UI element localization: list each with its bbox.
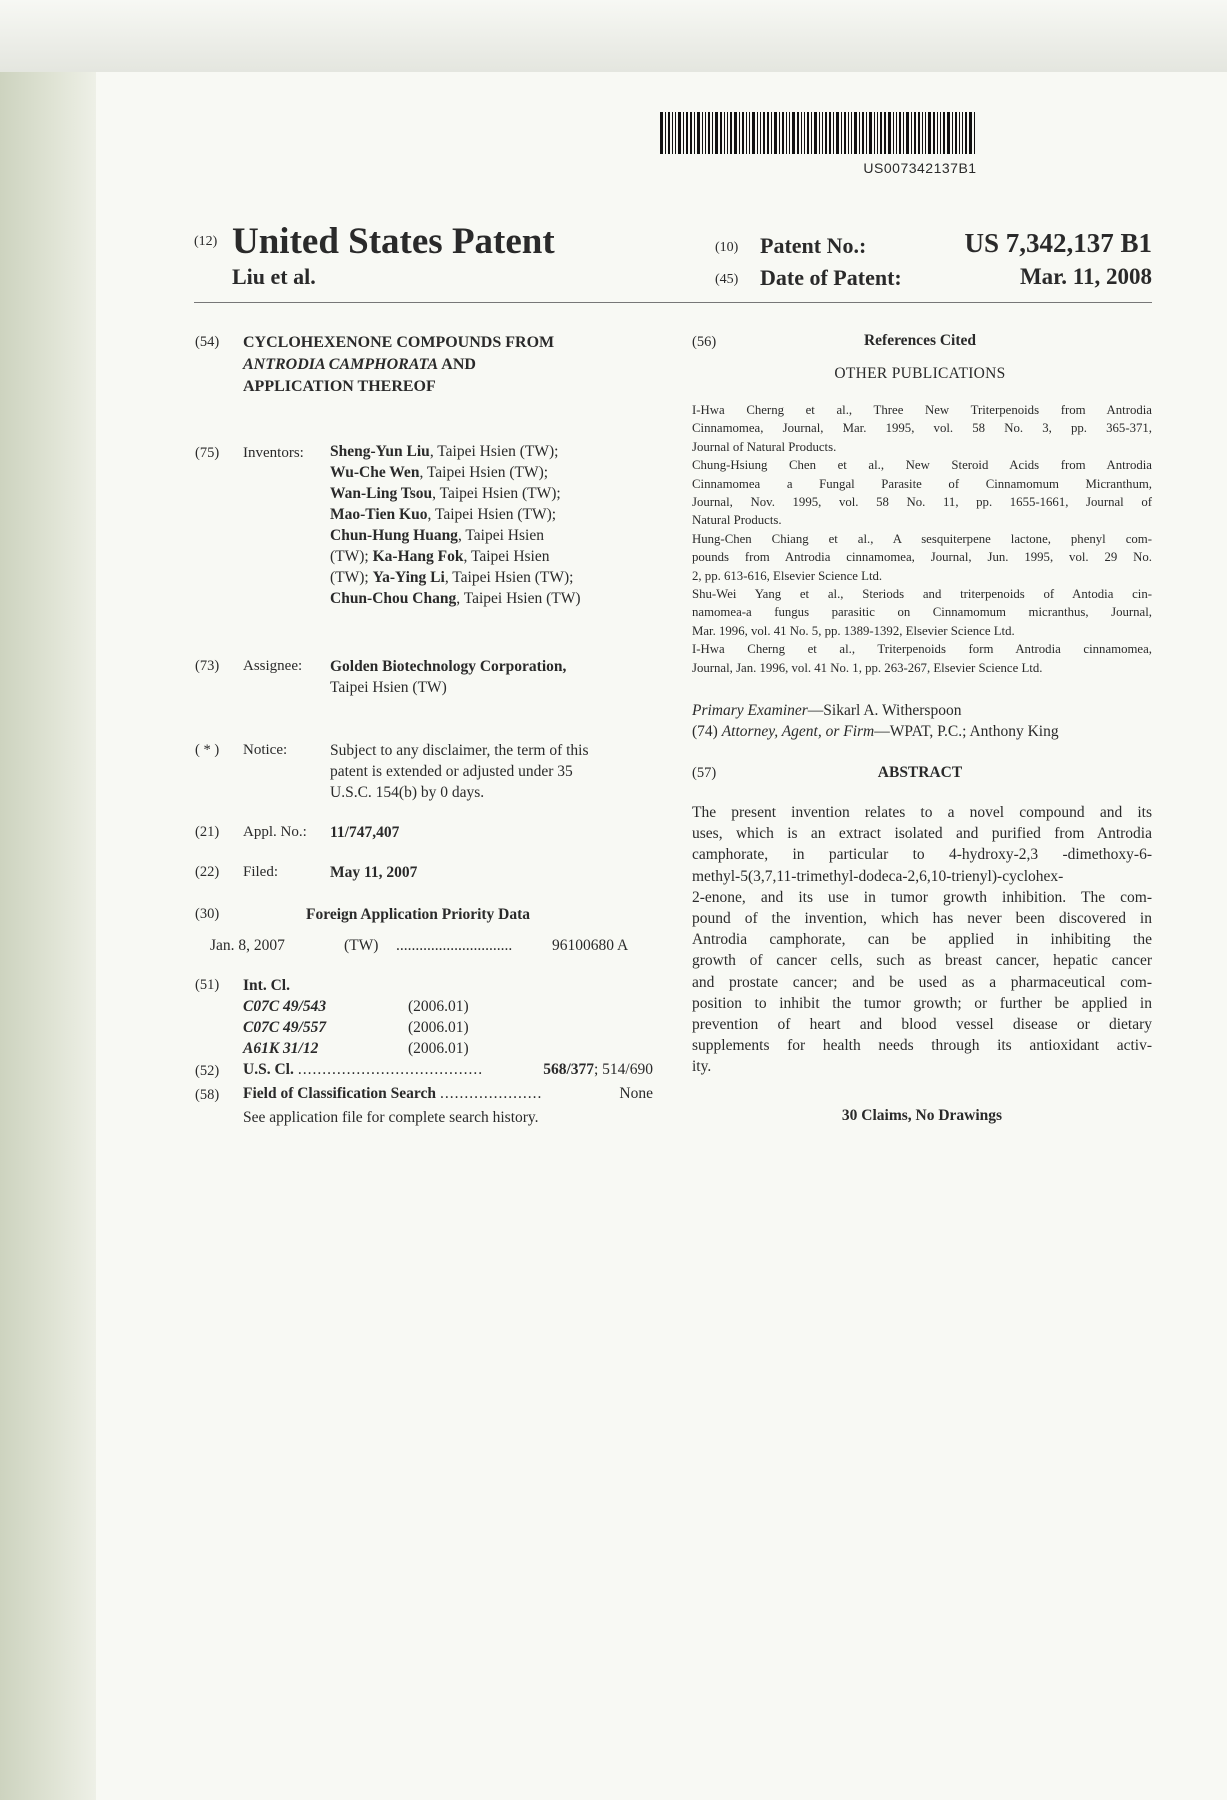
reference-line: Shu-Wei Yang et al., Steriods and triterpenoids of Antodia cin- xyxy=(692,587,1152,601)
inventor-location: , Taipei Hsien (TW); xyxy=(427,506,557,523)
int-cl-code: (51) xyxy=(195,977,220,993)
inventor-location: , Taipei Hsien (TW); xyxy=(432,485,561,502)
inventor-line xyxy=(330,443,558,461)
barcode-bar xyxy=(734,112,737,154)
barcode-bar xyxy=(686,112,688,154)
barcode-bar xyxy=(903,112,904,154)
filed-date: May 11, 2007 xyxy=(330,864,418,881)
inventor-name: Wu-Che Wen xyxy=(330,464,420,481)
barcode-bar xyxy=(836,112,839,154)
assignee-name: Golden Biotechnology Corporation, xyxy=(330,658,567,675)
barcode-bar xyxy=(877,112,878,154)
barcode-bar xyxy=(760,112,761,154)
barcode-bar xyxy=(933,112,935,154)
inventor-line xyxy=(330,569,573,587)
filed-code: (22) xyxy=(195,864,220,880)
attorney xyxy=(692,721,1059,742)
barcode-bar xyxy=(844,112,846,154)
abstract-line: The present invention relates to a novel compound and its xyxy=(692,804,1152,821)
int-cl-class-3: A61K 31/12 xyxy=(243,1040,319,1057)
field-search-dots: ..................... xyxy=(440,1085,543,1102)
barcode-bar xyxy=(702,112,703,154)
priority-dots: .............................. xyxy=(396,937,513,954)
abstract-line: methyl-5(3,7,11-trimethyl-dodeca-2,6,10-trienyl)-cyclohex- xyxy=(692,867,1064,885)
barcode-bar xyxy=(668,112,670,154)
inventor-location: , Taipei Hsien (TW); xyxy=(444,569,574,586)
barcode-bar xyxy=(906,112,909,154)
barcode-bar xyxy=(672,112,673,154)
inventor-line xyxy=(330,464,548,482)
int-cl-class-2: C07C 49/557 xyxy=(243,1019,327,1036)
reference-line: Journal, Nov. 1995, vol. 58 No. 11, pp. 1655-1661, Journal of xyxy=(692,495,1152,509)
field-search-label: Field of Classification Search xyxy=(243,1085,437,1102)
barcode-bar xyxy=(874,112,875,154)
barcode-bar xyxy=(962,112,963,154)
inventor-location: (TW); xyxy=(330,548,373,565)
barcode-bar xyxy=(928,112,931,154)
barcode-bar xyxy=(848,112,849,154)
abstract-code: (57) xyxy=(692,765,717,781)
barcode-bar xyxy=(683,112,684,154)
claims-summary: 30 Claims, No Drawings xyxy=(841,1107,1003,1124)
abstract-heading: ABSTRACT xyxy=(877,764,963,781)
book-spine-shadow xyxy=(0,72,96,1800)
field-search-note: See application file for complete search history. xyxy=(243,1109,539,1126)
barcode-bar xyxy=(811,112,812,154)
reference-line: Cinnamomea, Journal, Mar. 1995, vol. 58 No. 3, pp. 365-371, xyxy=(692,421,1152,436)
barcode-bar xyxy=(955,112,957,154)
int-cl-version-3: (2006.01) xyxy=(408,1040,469,1057)
barcode-bar xyxy=(959,112,960,154)
barcode-bar xyxy=(918,112,920,154)
invention-title xyxy=(243,332,554,398)
barcode-bar xyxy=(678,112,681,154)
barcode-bar xyxy=(937,112,938,154)
reference-line: Natural Products. xyxy=(692,513,782,528)
reference-line: I-Hwa Cherng et al., Triterpenoids form Antrodia cinnamomea, xyxy=(692,642,1152,657)
abstract-line: Antrodia camphorate, can be applied in inhibiting the xyxy=(692,931,1152,949)
assignee-label: Assignee: xyxy=(243,658,303,674)
appl-number: 11/747,407 xyxy=(330,824,400,841)
barcode-bar xyxy=(752,112,755,154)
code-45: (45) xyxy=(715,272,739,287)
reference-line: pounds from Antrodia cinnamomea, Journal, Jun. 1995, vol. 29 No. xyxy=(692,550,1152,565)
attorney-code: (74) xyxy=(692,723,718,740)
barcode-bar xyxy=(969,112,972,154)
inventor-location: (TW); xyxy=(330,569,373,586)
abstract-line: pound of the invention, which has never been discovered in xyxy=(692,910,1152,927)
header-rule xyxy=(194,302,1152,303)
document-type-title: United States Patent xyxy=(232,221,555,262)
title-species: ANTRODIA CAMPHORATA xyxy=(243,356,439,373)
us-cl-secondary: ; 514/690 xyxy=(594,1061,653,1078)
title-line-3: APPLICATION THEREOF xyxy=(243,378,436,395)
references-code: (56) xyxy=(692,334,717,350)
inventor-name: Sheng-Yun Liu xyxy=(330,443,430,460)
barcode-bar xyxy=(899,112,901,154)
barcode-bar xyxy=(869,112,872,154)
barcode-bar xyxy=(893,112,894,154)
inventor-location: , Taipei Hsien (TW); xyxy=(429,443,559,460)
title-line-1: CYCLOHEXENONE COMPOUNDS FROM xyxy=(243,334,555,351)
appl-code: (21) xyxy=(195,824,220,840)
int-cl-label: Int. Cl. xyxy=(243,977,290,994)
priority-country: (TW) xyxy=(344,937,379,954)
barcode-bar xyxy=(749,112,750,154)
inventor-line xyxy=(330,590,581,608)
primary-examiner-name: —Sikarl A. Witherspoon xyxy=(807,702,962,719)
abstract-line: 2-enone, and its use in tumor growth inhibition. The com- xyxy=(692,888,1152,906)
barcode-bar xyxy=(922,112,923,154)
notice-code: ( * ) xyxy=(195,742,220,758)
barcode-bar xyxy=(841,112,842,154)
inventors-label: Inventors: xyxy=(243,445,304,461)
barcode-bar xyxy=(797,112,799,154)
authors: Liu et al. xyxy=(232,264,316,289)
barcode-bar xyxy=(940,112,941,154)
filed-label: Filed: xyxy=(243,864,279,880)
barcode-bar xyxy=(746,112,747,154)
barcode-bar xyxy=(925,112,926,154)
barcode-bar xyxy=(774,112,777,154)
barcode-bar xyxy=(851,112,852,154)
barcode-bar xyxy=(819,112,820,154)
reference-line: Chung-Hsiung Chen et al., New Steroid Acids from Antrodia xyxy=(692,458,1152,473)
inventor-location: , Taipei Hsien (TW) xyxy=(456,590,581,607)
abstract-line: supplements for health needs through its antioxidant activ- xyxy=(692,1037,1152,1055)
int-cl-version-1: (2006.01) xyxy=(408,998,469,1015)
appl-label: Appl. No.: xyxy=(243,824,307,840)
attorney-label: Attorney, Agent, or Firm xyxy=(721,723,875,740)
abstract-line: ity. xyxy=(692,1058,712,1076)
barcode-bar xyxy=(786,112,787,154)
barcode-bar xyxy=(896,112,897,154)
inventor-line xyxy=(330,485,561,503)
reference-line: Cinnamomea a Fungal Parasite of Cinnamomum Micranthum, xyxy=(692,476,1152,491)
barcode-bar xyxy=(854,112,857,154)
barcode-bar xyxy=(730,112,732,154)
us-cl-dots: ...................................... xyxy=(297,1061,484,1078)
us-cl-label: U.S. Cl. xyxy=(243,1061,294,1078)
inventor-location: , Taipei Hsien xyxy=(457,527,544,544)
barcode-bar xyxy=(767,112,769,154)
abstract-line: and prostate cancer; and be used as a pharmaceutical com- xyxy=(692,973,1152,991)
abstract-line: position to inhibit the tumor growth; or further be applied in xyxy=(692,994,1152,1012)
barcode-bar xyxy=(947,112,950,154)
barcode-bar xyxy=(792,112,795,154)
barcode-bar xyxy=(660,112,663,154)
inventor-line xyxy=(330,548,549,566)
barcode-bar xyxy=(690,112,692,154)
barcode-bar xyxy=(952,112,953,154)
barcode-bar xyxy=(807,112,809,154)
abstract-line: camphorate, in particular to 4-hydroxy-2,3 -dimethoxy-6- xyxy=(692,846,1152,864)
inventor-name: Chun-Chou Chang xyxy=(330,590,457,607)
inventor-location: , Taipei Hsien xyxy=(463,548,550,565)
notice-line-3: U.S.C. 154(b) by 0 days. xyxy=(330,784,485,801)
barcode-bar xyxy=(712,112,713,154)
barcode-bar xyxy=(974,112,975,154)
primary-examiner-label: Primary Examiner xyxy=(692,702,808,719)
barcode xyxy=(660,112,1154,154)
barcode-bar xyxy=(697,112,700,154)
barcode-bar xyxy=(914,112,916,154)
priority-number: 96100680 A xyxy=(552,937,629,954)
date-of-patent-label: Date of Patent: xyxy=(760,265,902,290)
barcode-bar xyxy=(675,112,676,154)
abstract-line: growth of cancer cells, such as breast cancer, hepatic cancer xyxy=(692,952,1152,970)
inventor-location: , Taipei Hsien (TW); xyxy=(419,464,549,481)
attorney-name: —WPAT, P.C.; Anthony King xyxy=(874,723,1059,740)
reference-line: Journal, Jan. 1996, vol. 41 No. 1, pp. 263-267, Elsevier Science Ltd. xyxy=(692,660,1043,675)
barcode-bar xyxy=(943,112,945,154)
notice-label: Notice: xyxy=(243,742,288,758)
barcode-bar xyxy=(742,112,744,154)
references-heading: References Cited xyxy=(863,332,977,349)
assignee-code: (73) xyxy=(195,658,220,674)
barcode-bar xyxy=(814,112,817,154)
barcode-bar xyxy=(724,112,725,154)
scan-top-margin xyxy=(0,0,1227,72)
barcode-bar xyxy=(739,112,740,154)
notice-line-2: patent is extended or adjusted under 35 xyxy=(330,763,573,780)
code-12: (12) xyxy=(194,234,218,249)
us-cl-code: (52) xyxy=(195,1063,220,1079)
barcode-bar xyxy=(862,112,864,154)
field-search-code: (58) xyxy=(195,1087,220,1103)
barcode-bar xyxy=(880,112,882,154)
priority-code: (30) xyxy=(195,906,220,922)
field-search-value: None xyxy=(619,1085,653,1102)
notice-line-1: Subject to any disclaimer, the term of this xyxy=(330,742,589,759)
reference-line: 2, pp. 613-616, Elsevier Science Ltd. xyxy=(692,568,883,583)
barcode-bar xyxy=(708,112,710,154)
barcode-bar xyxy=(771,112,772,154)
barcode-bar xyxy=(694,112,695,154)
inventor-name: Chun-Hung Huang xyxy=(330,527,458,544)
priority-date: Jan. 8, 2007 xyxy=(210,937,285,954)
reference-line: Mar. 1996, vol. 41 No. 5, pp. 1389-1392, Elsevier Science Ltd. xyxy=(692,623,1015,638)
title-line-2-rest: AND xyxy=(438,356,476,373)
barcode-bar xyxy=(825,112,827,154)
abstract-line: prevention of heart and blood vessel disease or dietary xyxy=(692,1016,1152,1033)
barcode-bar xyxy=(829,112,831,154)
inventor-name: Ka-Hang Fok xyxy=(372,548,464,565)
assignee-location: Taipei Hsien (TW) xyxy=(330,679,447,696)
barcode-bar xyxy=(789,112,790,154)
barcode-bar xyxy=(763,112,765,154)
inventors-code: (75) xyxy=(195,445,220,461)
priority-heading: Foreign Application Priority Data xyxy=(306,906,531,923)
other-publications-heading: OTHER PUBLICATIONS xyxy=(834,365,1006,382)
barcode-bar xyxy=(782,112,784,154)
reference-line: Journal of Natural Products. xyxy=(692,439,837,454)
int-cl-version-2: (2006.01) xyxy=(408,1019,469,1036)
barcode-bar xyxy=(888,112,891,154)
barcode-bar xyxy=(804,112,805,154)
patent-number-label: Patent No.: xyxy=(760,233,867,258)
inventor-line xyxy=(330,506,556,524)
inventor-line xyxy=(330,527,544,545)
barcode-bar xyxy=(884,112,886,154)
title-code: (54) xyxy=(195,334,220,350)
barcode-bar xyxy=(715,112,718,154)
abstract-line: uses, which is an extract isolated and purified from Antrodia xyxy=(692,825,1152,843)
reference-line: namomea-a fungus parasitic on Cinnamomum micranthus, Journal, xyxy=(692,605,1152,620)
barcode-bar xyxy=(757,112,758,154)
int-cl-class-1: C07C 49/543 xyxy=(243,998,327,1015)
barcode-bar xyxy=(705,112,706,154)
reference-line: I-Hwa Cherng et al., Three New Triterpenoids from Antrodia xyxy=(692,403,1152,417)
barcode-bar xyxy=(822,112,823,154)
us-cl-row xyxy=(243,1061,653,1079)
barcode-bar xyxy=(965,112,967,154)
code-10: (10) xyxy=(715,240,739,255)
field-search-row xyxy=(243,1085,653,1103)
primary-examiner xyxy=(692,700,961,721)
title-line-2 xyxy=(243,354,554,376)
barcode-bar xyxy=(801,112,802,154)
barcode-bar xyxy=(665,112,666,154)
patent-number: US 7,342,137 B1 xyxy=(964,228,1152,258)
reference-line: Hung-Chen Chiang et al., A sesquiterpene lactone, phenyl com- xyxy=(692,531,1152,546)
barcode-bar xyxy=(727,112,728,154)
barcode-bar xyxy=(859,112,860,154)
date-of-patent: Mar. 11, 2008 xyxy=(1019,264,1152,289)
barcode-bar xyxy=(911,112,912,154)
inventor-name: Ya-Ying Li xyxy=(372,569,445,586)
barcode-bar xyxy=(866,112,867,154)
inventor-name: Mao-Tien Kuo xyxy=(330,506,428,523)
barcode-number: US007342137B1 xyxy=(863,160,977,176)
barcode-bar xyxy=(779,112,780,154)
barcode-bar xyxy=(720,112,722,154)
us-cl-primary: 568/377 xyxy=(543,1061,594,1078)
barcode-bar xyxy=(833,112,834,154)
inventor-name: Wan-Ling Tsou xyxy=(330,485,433,502)
